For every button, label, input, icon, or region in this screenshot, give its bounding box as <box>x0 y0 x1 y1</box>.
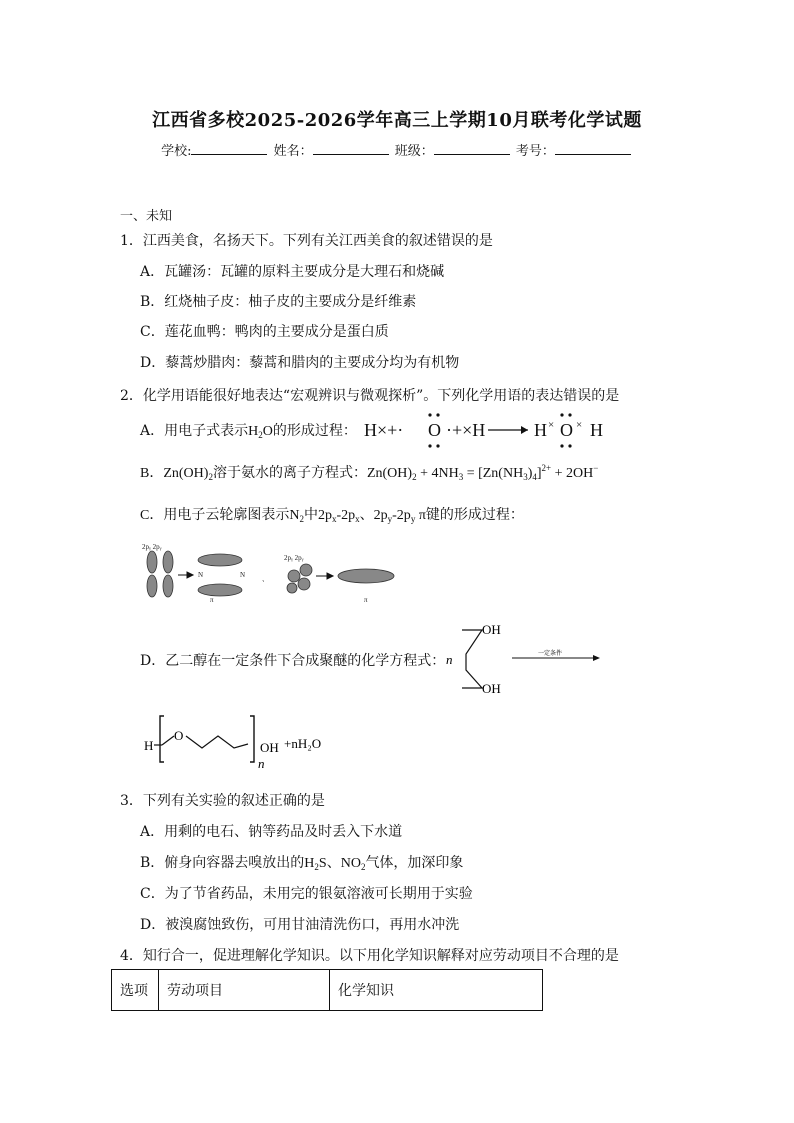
q1-option-a: A．瓦罐汤：瓦罐的原料主要成分是大理石和烧碱 <box>140 264 445 280</box>
number-blank[interactable] <box>555 142 631 155</box>
svg-text:N: N <box>198 571 204 579</box>
q3-b-suffix: 气体，加深印象 <box>365 855 464 871</box>
svg-text:·+×H: ·+×H <box>446 420 486 440</box>
q2-c-mid: 中 <box>303 508 318 523</box>
svg-text:×: × <box>576 419 583 431</box>
header-option: 选项 <box>112 970 159 1011</box>
page-title: 江西省多校2025-2026学年高三上学期10月联考化学试题 <box>152 110 642 131</box>
q3-option-c: C．为了节省药品，未用完的银氨溶液可长期用于实验 <box>140 886 473 902</box>
q2-option-d: D．乙二醇在一定条件下合成聚醚的化学方程式： <box>140 653 446 669</box>
oh-bottom: OH <box>482 681 501 696</box>
svg-text:N: N <box>240 571 246 579</box>
table-header-row <box>112 970 543 1011</box>
repeat-n: n <box>258 756 265 771</box>
school-blank[interactable] <box>191 142 267 155</box>
q2-b-prefix: B． <box>140 466 164 481</box>
section-heading: 一、未知 <box>120 209 173 224</box>
h-end: H <box>144 738 154 753</box>
q2-option-b: B．$Zn(OH)_2$溶于氨水的离子方程式：$Zn(OH)_2 + 4NH_3 = [Zn(NH_3)_4]^{2+} + 2OH^-$ <box>140 463 599 482</box>
header-chem-knowledge: 化学知识 <box>330 970 543 1011</box>
gas-formulas: $H_2S$、$NO_2$ <box>304 856 366 872</box>
q4-stem: 4．知行合一，促进理解化学知识。以下用化学知识解释对应劳动项目不合理的是 <box>120 948 619 964</box>
q2-stem: 2．化学用语能很好地表达“宏观辨识与微观探析”。下列化学用语的表达错误的是 <box>120 388 620 404</box>
n-coefficient: n <box>446 652 453 667</box>
h2o-electron-formation-diagram <box>362 410 624 450</box>
pi-bond-electron-cloud-diagram <box>140 540 400 610</box>
class-label: 班级： <box>394 144 434 159</box>
svg-text:×: × <box>548 419 555 431</box>
q3-option-b <box>140 852 463 872</box>
svg-text:π: π <box>364 596 368 604</box>
q2-c-prefix: C．用电子云轮廓图表示 <box>140 508 290 523</box>
svg-text:2pᵧ 2pᵧ: 2pᵧ 2pᵧ <box>142 543 162 551</box>
number-label: 考号： <box>515 144 555 159</box>
svg-text:π: π <box>210 596 214 604</box>
water-term: +nH₂O <box>284 736 322 751</box>
q2-option-c: C．用电子云轮廓图表示$N_2$中$2p_x-2p_x$、$2p_y-2p_y$ π键的形成过程： <box>140 508 524 524</box>
q2-b-mid: 溶于氨水的离子方程式： <box>212 466 367 481</box>
q2-a-mid: 的形成过程： <box>272 423 357 439</box>
polyether-product-structure <box>140 708 340 774</box>
oh-end: OH <box>260 740 279 755</box>
q4-table <box>111 969 543 1011</box>
svg-text:O: O <box>560 420 573 440</box>
q2-a-prefix: A．用电子式表示 <box>140 423 249 439</box>
q3-option-d: D．被溴腐蚀致伤，可用甘油清洗伤口，再用水冲洗 <box>140 917 460 933</box>
header-labor-item: 劳动项目 <box>159 970 330 1011</box>
h2o-formula: $H_2O$ <box>248 424 273 440</box>
q2-option-a <box>140 420 357 440</box>
q3-b-prefix: B．俯身向容器去嗅放出的 <box>140 855 305 871</box>
svg-text:H: H <box>534 420 547 440</box>
school-label: 学校: <box>161 144 192 159</box>
q3-stem: 3．下列有关实验的叙述正确的是 <box>120 793 325 809</box>
oh-top: OH <box>482 622 501 637</box>
name-label: 姓名： <box>273 144 313 159</box>
q1-option-c: C．莲花血鸭：鸭肉的主要成分是蛋白质 <box>140 324 389 340</box>
svg-text:2pᵧ 2pᵧ: 2pᵧ 2pᵧ <box>284 554 304 562</box>
name-blank[interactable] <box>313 142 389 155</box>
student-info-line <box>0 140 794 159</box>
q1-stem: 1．江西美食，名扬天下。下列有关江西美食的叙述错误的是 <box>120 233 493 249</box>
svg-text:、: 、 <box>262 575 269 583</box>
class-blank[interactable] <box>434 142 510 155</box>
svg-text:H×+·: H×+· <box>364 420 404 440</box>
q1-option-d: D．藜蒿炒腊肉：藜蒿和腊肉的主要成分均为有机物 <box>140 355 460 371</box>
ether-o: O <box>174 728 184 743</box>
q3-option-a: A．用剩的电石、钠等药品及时丢入下水道 <box>140 824 403 840</box>
q1-option-b: B．红烧柚子皮：柚子皮的主要成分是纤维素 <box>140 294 417 310</box>
ethylene-glycol-structure <box>440 618 620 698</box>
reaction-condition: 一定条件 <box>538 651 563 657</box>
svg-text:H: H <box>590 420 603 440</box>
svg-text:O: O <box>428 420 441 440</box>
q2-c-suffix: 键的形成过程： <box>425 508 524 523</box>
